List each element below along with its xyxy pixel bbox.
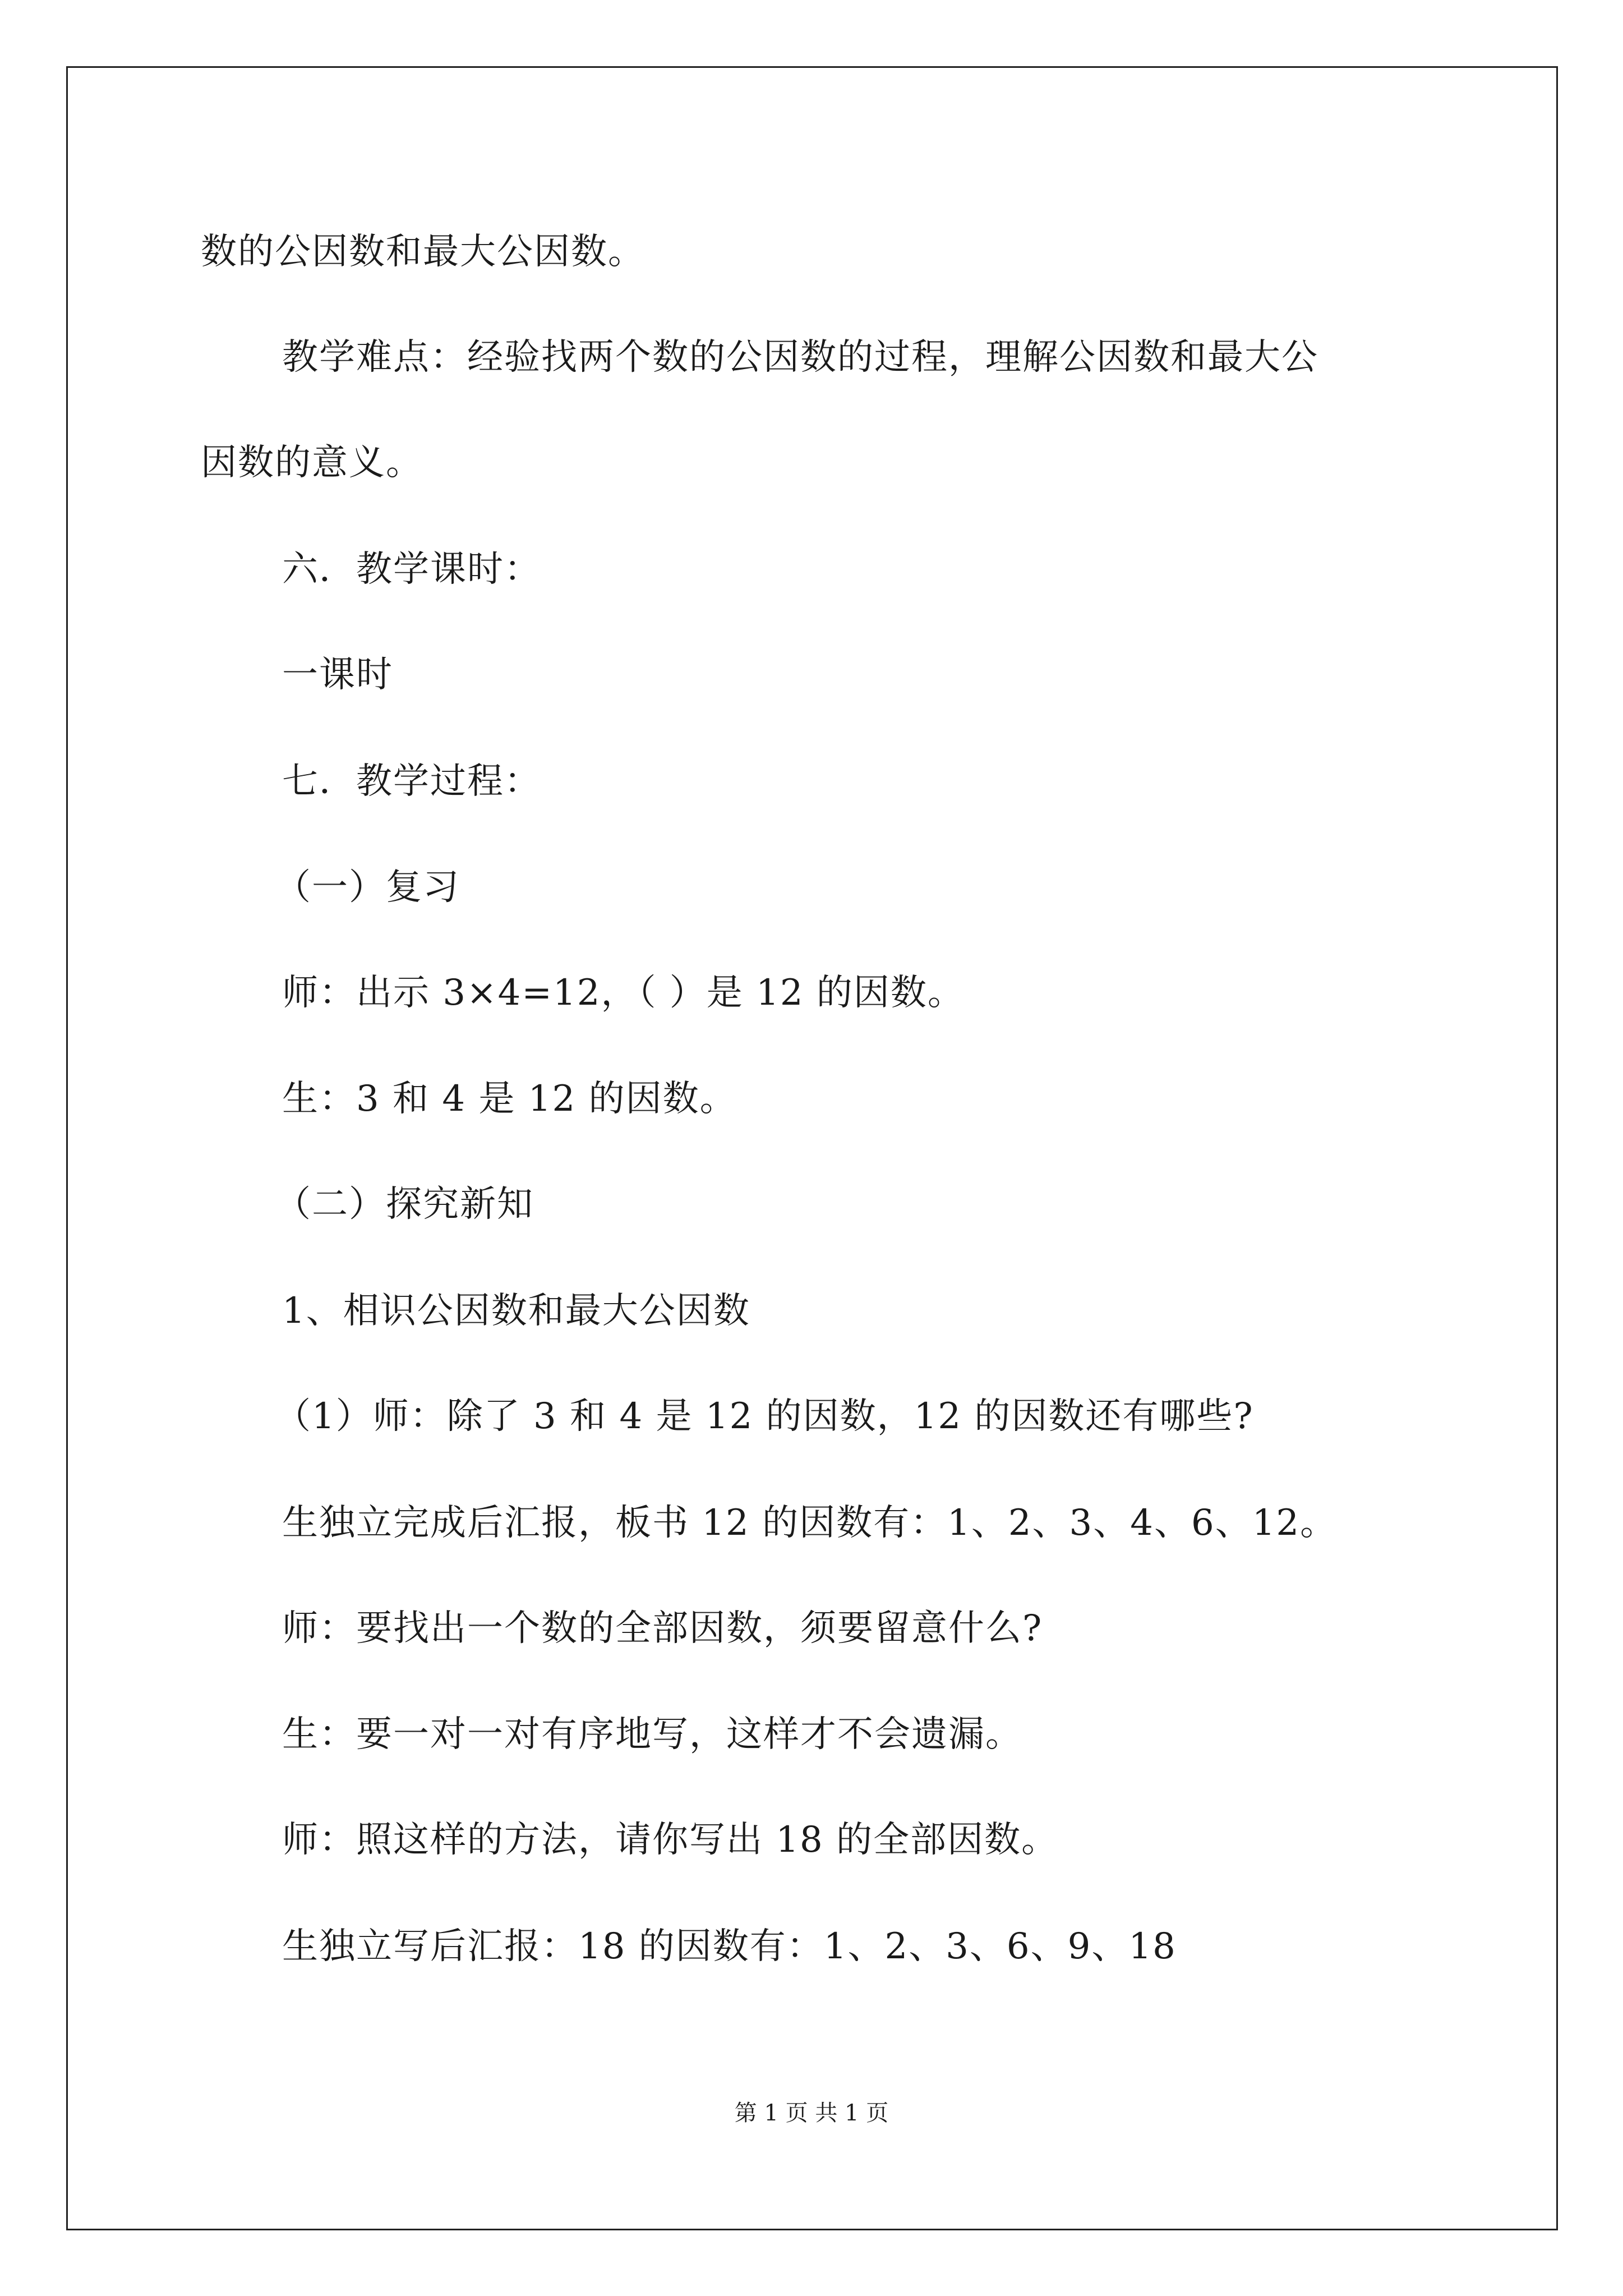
paragraph-line: 1、相识公因数和最大公因数 [282,1290,750,1332]
paragraph-line: 因数的意义。 [201,442,423,484]
paragraph-line: 生独立完成后汇报，板书 12 的因数有：1、2、3、4、6、12。 [282,1502,1338,1544]
section-heading: 七．教学过程： [282,761,541,802]
paragraph-line: 生：3 和 4 是 12 的因数。 [282,1078,737,1120]
page-footer: 第 1 页 共 1 页 [734,2100,889,2126]
paragraph-line: 师：要找出一个数的全部因数，须要留意什么? [282,1608,1043,1649]
page-border [66,66,1558,2230]
paragraph-line: 教学难点：经验找两个数的公因数的过程，理解公因数和最大公 [282,337,1318,378]
paragraph-line: 生独立写后汇报：18 的因数有：1、2、3、6、9、18 [282,1926,1177,1967]
paragraph-line: 生：要一对一对有序地写，这样才不会遗漏。 [282,1714,1022,1755]
paragraph-line: （1）师：除了 3 和 4 是 12 的因数，12 的因数还有哪些? [275,1396,1254,1437]
section-heading: 六．教学课时： [282,549,541,590]
subsection-heading: （一）复习 [275,867,460,908]
paragraph-line: 数的公因数和最大公因数。 [201,231,645,273]
paragraph-line: 师：出示 3×4=12，（ ）是 12 的因数。 [282,972,965,1014]
paragraph-line: 师：照这样的方法，请你写出 18 的全部因数。 [282,1819,1059,1861]
paragraph-line: 一课时 [282,654,393,696]
subsection-heading: （二）探究新知 [275,1184,534,1225]
